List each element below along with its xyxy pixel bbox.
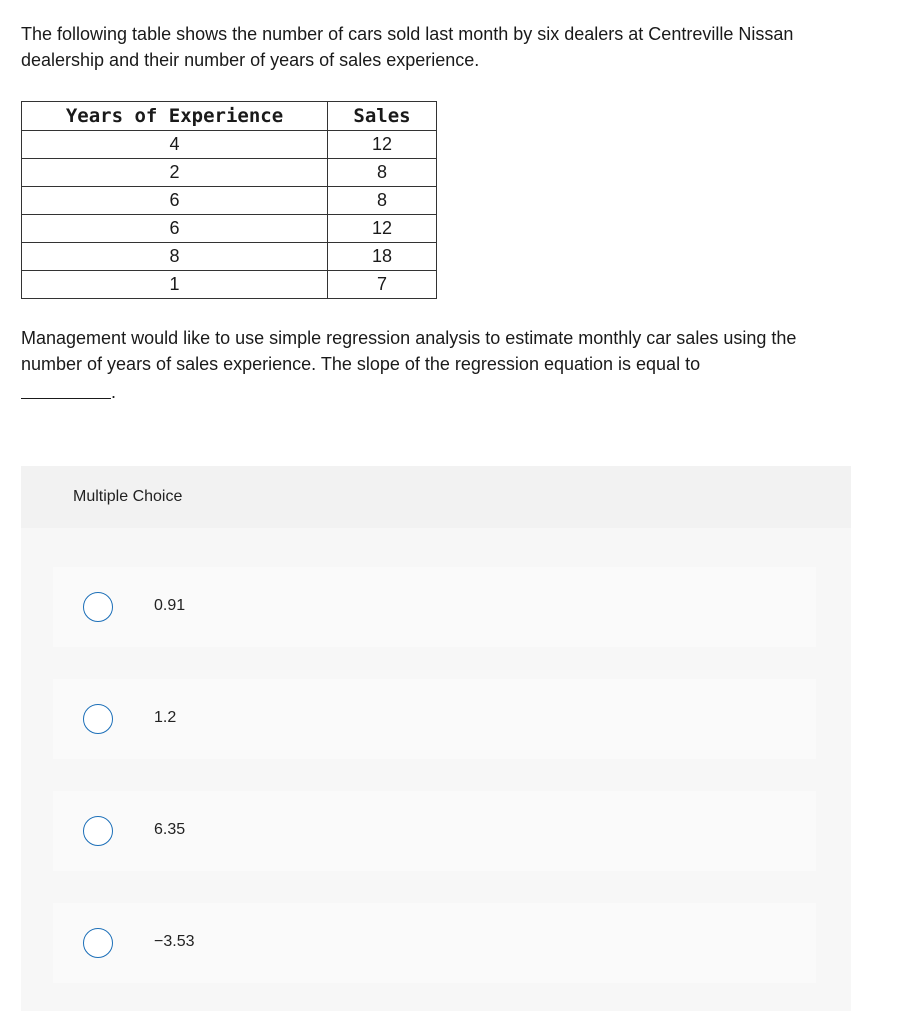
table-cell-years: 1 <box>22 271 328 299</box>
choice-label: −3.53 <box>154 933 195 950</box>
table-cell-sales: 8 <box>328 159 437 187</box>
table-row <box>22 243 437 271</box>
question-intro: The following table shows the number of cars sold last month by six dealers at Centreville Nissan dealership and their number of years of sales experience. <box>21 24 794 70</box>
blank-period: . <box>111 382 117 402</box>
table-cell-sales: 8 <box>328 187 437 215</box>
table-row <box>22 271 437 299</box>
table-row <box>22 215 437 243</box>
table-cell-years: 8 <box>22 243 328 271</box>
table-row <box>22 187 437 215</box>
choice-label: 6.35 <box>154 821 186 838</box>
choice-option-d[interactable] <box>53 903 816 983</box>
question-prompt: Management would like to use simple regression analysis to estimate monthly car sales using the number of years of sales experience. The slope of the regression equation is equal to <box>21 328 797 374</box>
table-cell-sales: 18 <box>328 243 437 271</box>
table-cell-years: 2 <box>22 159 328 187</box>
radio-button-icon[interactable] <box>83 816 113 846</box>
choice-label: 0.91 <box>154 597 186 614</box>
answer-blank <box>21 386 111 399</box>
radio-button-icon[interactable] <box>83 704 113 734</box>
multiple-choice-panel <box>21 466 851 1011</box>
table-row <box>22 131 437 159</box>
table-cell-years: 6 <box>22 215 328 243</box>
choice-label: 1.2 <box>154 709 177 726</box>
choice-option-c[interactable] <box>53 791 816 871</box>
multiple-choice-header <box>21 466 851 528</box>
table-cell-years: 6 <box>22 187 328 215</box>
table-header-row <box>22 102 437 131</box>
multiple-choice-options <box>21 528 851 1011</box>
table-cell-sales: 12 <box>328 131 437 159</box>
choice-option-a[interactable] <box>53 567 816 647</box>
column-header-sales: Sales <box>328 102 437 131</box>
radio-button-icon[interactable] <box>83 592 113 622</box>
table-cell-sales: 12 <box>328 215 437 243</box>
multiple-choice-title: Multiple Choice <box>73 488 183 505</box>
sales-data-table <box>21 101 437 299</box>
choice-option-b[interactable] <box>53 679 816 759</box>
radio-button-icon[interactable] <box>83 928 113 958</box>
table-cell-sales: 7 <box>328 271 437 299</box>
table-row <box>22 159 437 187</box>
column-header-years: Years of Experience <box>22 102 328 131</box>
table-cell-years: 4 <box>22 131 328 159</box>
